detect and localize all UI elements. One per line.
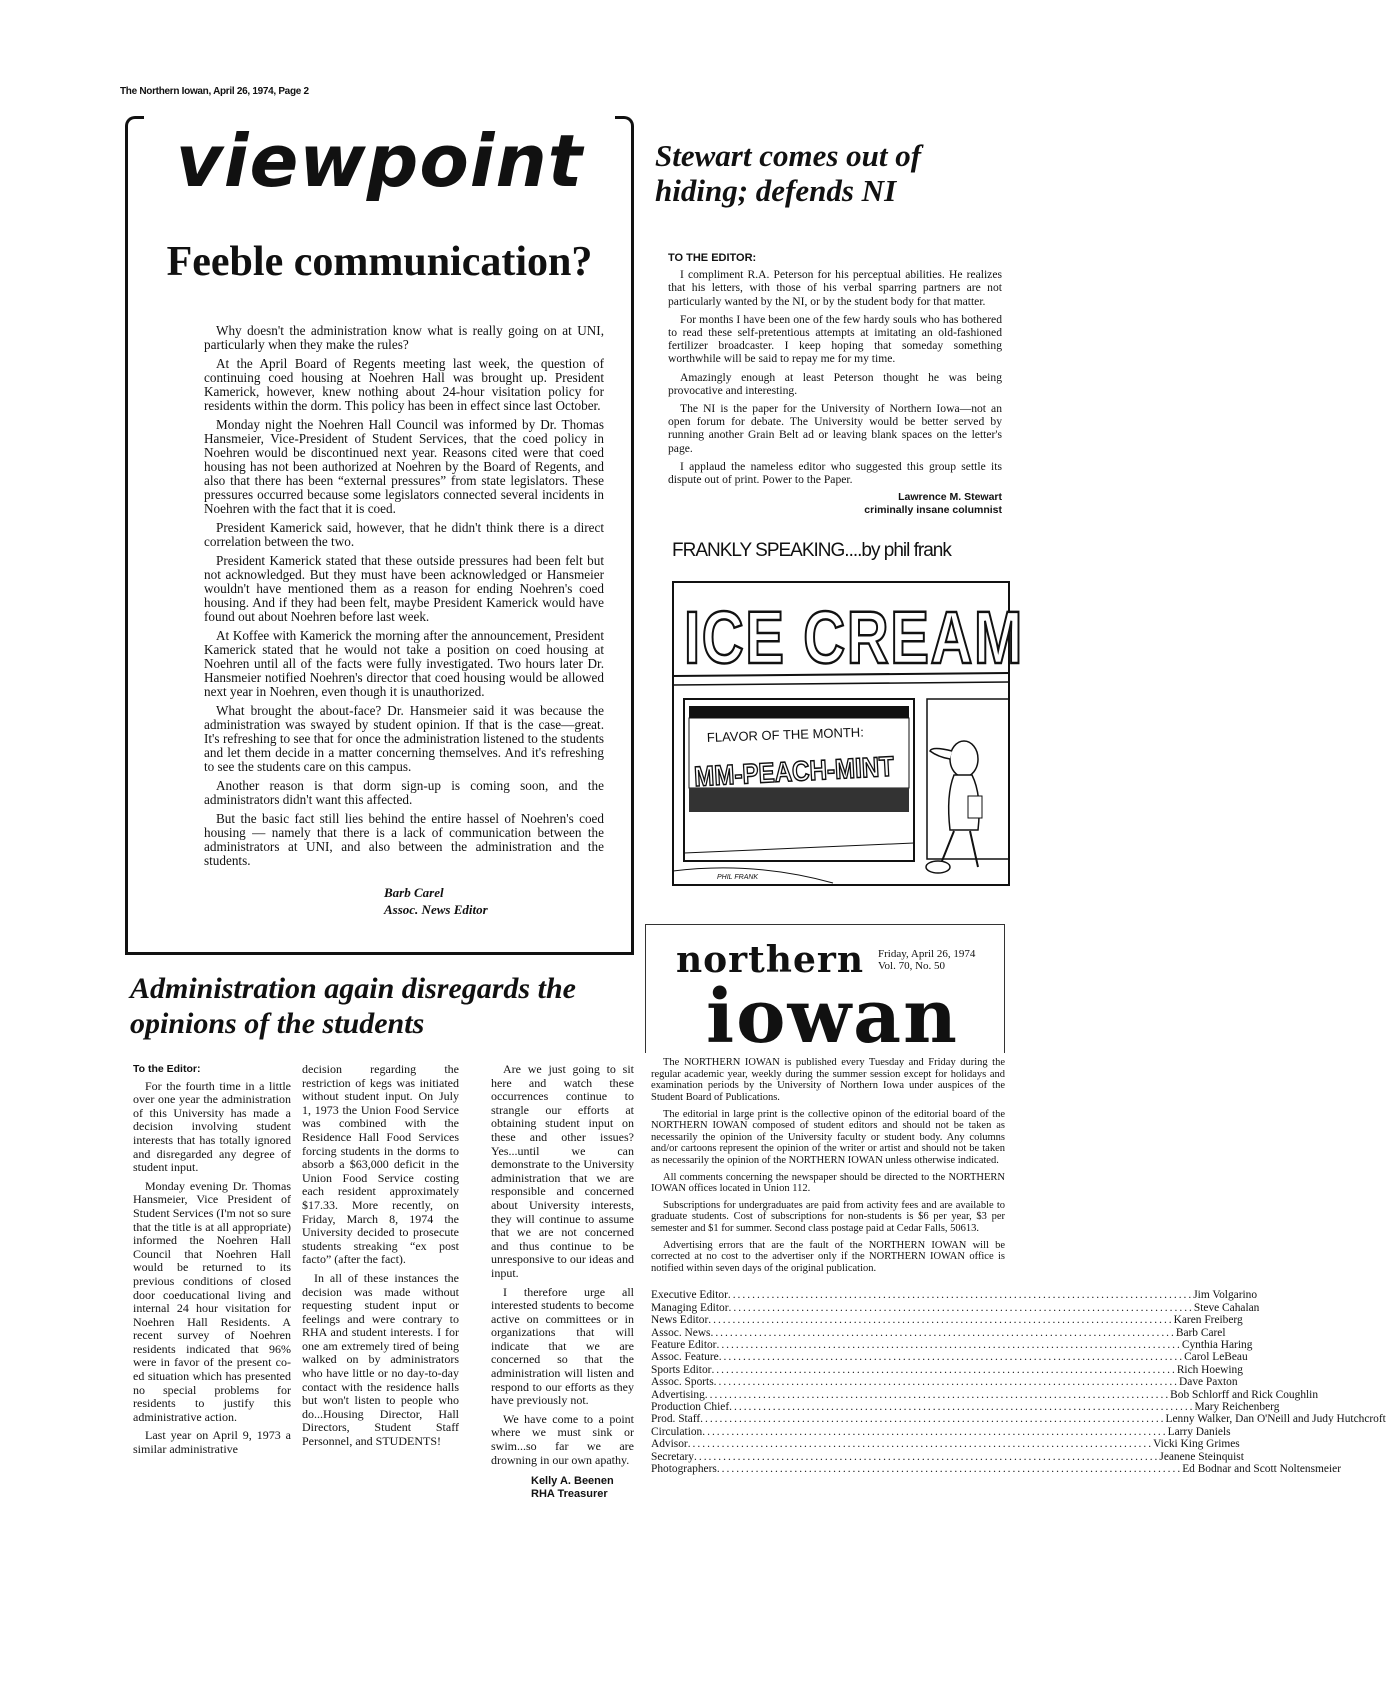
paragraph: Monday evening Dr. Thomas Hansmeier, Vice President of Student Services (I'm not so sure that the title is at all appropriate) informed the Noehren Hall Council that Noehren Hall would be returned to its previous conditions of closed door coeducational living and internal 24 hour visitation for Noehren Hall Residents. A recent survey of Noehren residents indicated that 96% were in favor of the present co-ed situation which has presented no special problems for residents to justify this administrative action. xyxy=(133,1178,291,1424)
staff-role: News Editor xyxy=(651,1314,709,1327)
editorial-headline: Feeble communication? xyxy=(166,239,593,285)
signature-name: Lawrence M. Stewart xyxy=(898,491,1002,504)
cartoon-window-caption: FLAVOR OF THE MONTH: xyxy=(706,724,865,746)
staff-row xyxy=(651,1363,1243,1376)
staff-role: Assoc. News xyxy=(651,1326,711,1339)
paragraph: I therefore urge all interested students to become active on committees or in organizations that will indicate that we are concerned so that the administration will listen and respond to our efforts as they have previously not. xyxy=(491,1284,634,1408)
paragraph: I applaud the nameless editor who suggested this group settle its dispute out of print. Power to the Paper. xyxy=(668,459,1002,487)
staff-role: Prod. Staff xyxy=(651,1413,701,1426)
staff-role: Managing Editor xyxy=(651,1301,729,1314)
staff-name: Bob Schlorff and Rick Coughlin xyxy=(1170,1388,1319,1401)
leader-dots xyxy=(729,1302,1194,1314)
cartoon-title: FRANKLY SPEAKING....by phil frank xyxy=(672,540,951,562)
page-header: The Northern Iowan, April 26, 1974, Page 2 xyxy=(120,86,309,97)
leader-dots xyxy=(694,1451,1159,1463)
cartoon-illustration xyxy=(672,581,1024,886)
letter-column-2 xyxy=(302,1063,459,1454)
paragraph: Monday night the Noehren Hall Council was informed by Dr. Thomas Hansmeier, Vice-President of Student Services, that the coed policy in Noehren would be discontinued next year. Reasons cited were that coed housing has not been authorized at Noehren by the Board of Regents, and also that there has been “external pressures” from state legislators. These pressures occurred because some legislators connected several incidents in Noehren with the fact that it is coed. xyxy=(204,417,604,516)
leader-dots xyxy=(702,1426,1167,1438)
artist-signature: PHIL FRANK xyxy=(717,874,759,882)
paragraph: The NI is the paper for the University of Northern Iowa—not an open forum for debate. The University would be better served by running another Grain Belt ad or leaving blank spaces on the letter's page. xyxy=(668,402,1002,455)
staff-row xyxy=(651,1463,1341,1476)
issue-volume: Vol. 70, No. 50 xyxy=(878,960,946,973)
issue-date: Friday, April 26, 1974 xyxy=(878,948,976,961)
staff-name: Carol LeBeau xyxy=(1184,1351,1248,1364)
paragraph: Advertising errors that are the fault of the NORTHERN IOWAN will be corrected at no cost to the advertiser only if the NORTHERN IOWAN office is notified within seven days of the original publication. xyxy=(651,1239,1005,1274)
staff-role: Feature Editor xyxy=(651,1338,717,1351)
staff-row xyxy=(651,1314,1243,1327)
staff-row xyxy=(651,1438,1240,1451)
paragraph: For months I have been one of the few hardy souls who has bothered to read these self-pretentious attempts at imitating an old-fashioned fertilizer broadcaster. I keep hoping that someday something worthwhile will be said to repay me for my time. xyxy=(668,312,1002,366)
publication-info xyxy=(651,1057,1005,1279)
paragraph: President Kamerick said, however, that he didn't think there is a direct correlation between the two. xyxy=(204,520,604,549)
staff-row xyxy=(651,1450,1244,1463)
rha-letter-columns xyxy=(125,1063,634,1501)
staff-name: Larry Daniels xyxy=(1167,1425,1231,1438)
letter-column-3 xyxy=(491,1063,634,1501)
staff-row xyxy=(651,1338,1253,1351)
staff-name: Jeanene Steinquist xyxy=(1159,1450,1244,1463)
masthead-name-top: northern xyxy=(676,939,864,982)
staff-role: Advisor xyxy=(651,1438,688,1451)
paragraph: In all of these instances the decision was made without requesting student input or feelings and were contrary to RHA and student interests. I for one am extremely tired of being walked on by administrators who have little or no day-to-day contact with the residence halls but won't listen to people who do...Housing Director, Hall Directors, Student Staff Personnel, and STUDENTS! xyxy=(302,1270,459,1449)
editorial-signature xyxy=(384,884,631,918)
staff-name: Jim Volgarino xyxy=(1193,1289,1258,1302)
signature-title: criminally insane columnist xyxy=(864,504,1002,517)
cartoon-sign-text: ICE CREAM xyxy=(684,596,1024,680)
staff-row xyxy=(651,1425,1231,1438)
staff-name: Mary Reichenberg xyxy=(1194,1401,1280,1413)
paragraph: But the basic fact still lies behind the entire hassel of Noehren's coed housing — namely that there is a lack of communication between the administrators at UNI, and also between the administration and the students. xyxy=(204,811,604,868)
paragraph: For the fourth time in a little over one year the administration of this University has made a decision involving student interests that has totally ignored and disregarded any degree of student input. xyxy=(133,1078,291,1175)
masthead-dateline xyxy=(878,948,975,972)
staff-name: Lenny Walker, Dan O'Neill and Judy Hutchcroft xyxy=(1165,1413,1386,1426)
signature-name: Kelly A. Beenen xyxy=(531,1475,614,1488)
paragraph: The NORTHERN IOWAN is published every Tuesday and Friday during the regular academic year, weekly during the summer session except for holidays and examination periods by the University of Northern Iowa under auspices of the Student Board of Publications. xyxy=(651,1057,1005,1104)
staff-role: Secretary xyxy=(651,1450,695,1463)
viewpoint-box xyxy=(125,119,634,955)
leader-dots xyxy=(711,1364,1176,1376)
staff-role: Executive Editor xyxy=(651,1289,728,1302)
staff-row xyxy=(651,1401,1280,1413)
leader-dots xyxy=(717,1463,1182,1475)
cartoon-flavor: MM-PEACH-MINT xyxy=(693,749,927,793)
staff-row xyxy=(651,1326,1226,1339)
leader-dots xyxy=(700,1413,1165,1425)
staff-name: Cynthia Haring xyxy=(1181,1338,1253,1351)
signature-title: RHA Treasurer xyxy=(531,1488,608,1501)
leader-dots xyxy=(708,1314,1173,1326)
staff-name: Dave Paxton xyxy=(1179,1376,1238,1389)
paragraph: Amazingly enough at least Peterson thought he was being provocative and interesting. xyxy=(668,370,1002,397)
masthead-name-bottom: iowan xyxy=(706,974,959,1061)
signature-title: Assoc. News Editor xyxy=(384,902,488,917)
paragraph: Why doesn't the administration know what is really going on at UNI, particularly when they make the rules? xyxy=(204,323,604,352)
paragraph: All comments concerning the newspaper should be directed to the NORTHERN IOWAN offices located in Union 112. xyxy=(651,1171,1005,1195)
salutation: To the Editor: xyxy=(133,1063,201,1075)
paragraph: decision regarding the restriction of kegs was initiated without student input. On July 1, 1973 the Union Food Service was combined with the Residence Hall Food Services forcing students in the dorms to absorb a $63,000 deficit in the Union Food Service costing each resident approximately $17.33. More recently, on Friday, March 8, 1974 the University decided to prosecute students streaking “ex post facto” (after the fact). xyxy=(302,1062,459,1267)
paragraph: The editorial in large print is the collective opinon of the editorial board of the NORTHERN IOWAN composed of student editors and should not be taken as necessarily the opinion of the University faculty or student body. Any columns and/or cartoons represent the opinion of the writer or artist and should not be taken as necessarily the opinion of the NORTHERN IOWAN unless otherwise indicated. xyxy=(651,1108,1005,1166)
leader-dots xyxy=(688,1438,1153,1450)
staff-role: Assoc. Feature xyxy=(651,1351,719,1364)
staff-name: Vicki King Grimes xyxy=(1153,1438,1240,1451)
staff-role: Circulation xyxy=(651,1425,703,1438)
viewpoint-section-title: viewpoint xyxy=(175,119,584,203)
staff-name: Barb Carel xyxy=(1175,1326,1226,1339)
leader-dots xyxy=(719,1351,1184,1363)
salutation: TO THE EDITOR: xyxy=(668,252,757,264)
paragraph: What brought the about-face? Dr. Hansmeier said it was because the administration was swayed by student opinion. If that is the case—great. It's refreshing to see that for once the administration listened to the students and let them decide in a matter concerning themselves. And it's refreshing to see the students care on this campus. xyxy=(204,703,604,774)
signature-name: Barb Carel xyxy=(384,885,444,900)
staff-role: Sports Editor xyxy=(651,1363,712,1376)
paragraph: Another reason is that dorm sign-up is coming soon, and the administrators didn't want this affected. xyxy=(204,778,604,807)
staff-row xyxy=(651,1413,1386,1426)
staff-row xyxy=(651,1388,1319,1401)
masthead-box xyxy=(645,924,1005,1061)
paragraph: At Koffee with Kamerick the morning after the announcement, President Kamerick stated that he would not take a position on coed housing at Noehren until all of the facts were fully investigated. Two hours later Dr. Hansmeier notified Noehren's director that coed housing would be allowed next year in Noehren, even though it is unauthorized. xyxy=(204,628,604,699)
paragraph: We have come to a point where we must sink or swim...so far we are drowning in our own apathy. xyxy=(491,1411,634,1467)
staff-row xyxy=(651,1351,1248,1364)
letter-column-1 xyxy=(133,1063,291,1462)
left-column xyxy=(125,108,634,1501)
staff-role: Assoc. Sports xyxy=(651,1376,714,1389)
staff-list xyxy=(651,1289,1386,1476)
staff-name: Steve Cahalan xyxy=(1193,1301,1260,1314)
paragraph: At the April Board of Regents meeting last week, the question of continuing coed housing at Noehren Hall was brought up. President Kamerick, however, knew nothing about 24-hour visitation policy for residents within the dorm. This policy has been in effect since last October. xyxy=(204,356,604,413)
staff-row xyxy=(651,1301,1260,1314)
leader-dots xyxy=(716,1339,1181,1351)
leader-dots xyxy=(710,1327,1175,1339)
staff-name: Ed Bodnar and Scott Noltensmeier xyxy=(1182,1463,1341,1476)
leader-dots xyxy=(714,1376,1179,1388)
paragraph: I compliment R.A. Peterson for his perceptual abilities. He realizes that his letters, with those of his verbal sparring partners are not particularly wanted by the NI, or by the student body for that matter. xyxy=(668,268,1002,308)
staff-role: Photographers xyxy=(651,1463,717,1476)
paragraph: President Kamerick stated that these outside pressures had been felt but not acknowledged. But they must have been acknowledged or Hansmeier wouldn't have mentioned them as a reason for ending Noehren's coed housing. And if they had been felt, maybe President Kamerick would have found out about Noehren before last week. xyxy=(204,553,604,624)
rha-letter-headline: Administration again disregards the opinions of the students xyxy=(130,972,576,1040)
editorial-body xyxy=(204,324,604,868)
staff-name: Karen Freiberg xyxy=(1173,1314,1243,1327)
staff-row xyxy=(651,1376,1238,1389)
paragraph: Subscriptions for undergraduates are paid from activity fees and are available to graduate students. Cost of subscriptions for non-students is $6 per year, $3 per semester and $1 for summer. Second class postage paid at Cedar Falls, 50613. xyxy=(651,1199,1005,1234)
staff-role: Advertising xyxy=(651,1388,705,1401)
paragraph: Are we just going to sit here and watch these occurrences continue to strangle our efforts at obtaining student input on these and other issues? Yes...until we can demonstrate to the University administration that we are responsible and concerned about University interests, they will continue to assume that we are not concerned and thus continue to be unresponsive to our ideas and input. xyxy=(491,1062,634,1280)
staff-name: Rich Hoewing xyxy=(1176,1363,1243,1376)
stewart-letter xyxy=(668,252,1002,517)
leader-dots xyxy=(728,1289,1193,1301)
staff-role: Production Chief xyxy=(651,1401,730,1413)
right-column xyxy=(645,138,1386,1476)
paragraph: Last year on April 9, 1973 a similar administrative xyxy=(133,1428,291,1457)
stewart-headline: Stewart comes out of hiding; defends NI xyxy=(655,138,922,208)
staff-row xyxy=(651,1289,1258,1302)
leader-dots xyxy=(729,1401,1194,1413)
leader-dots xyxy=(705,1389,1170,1401)
